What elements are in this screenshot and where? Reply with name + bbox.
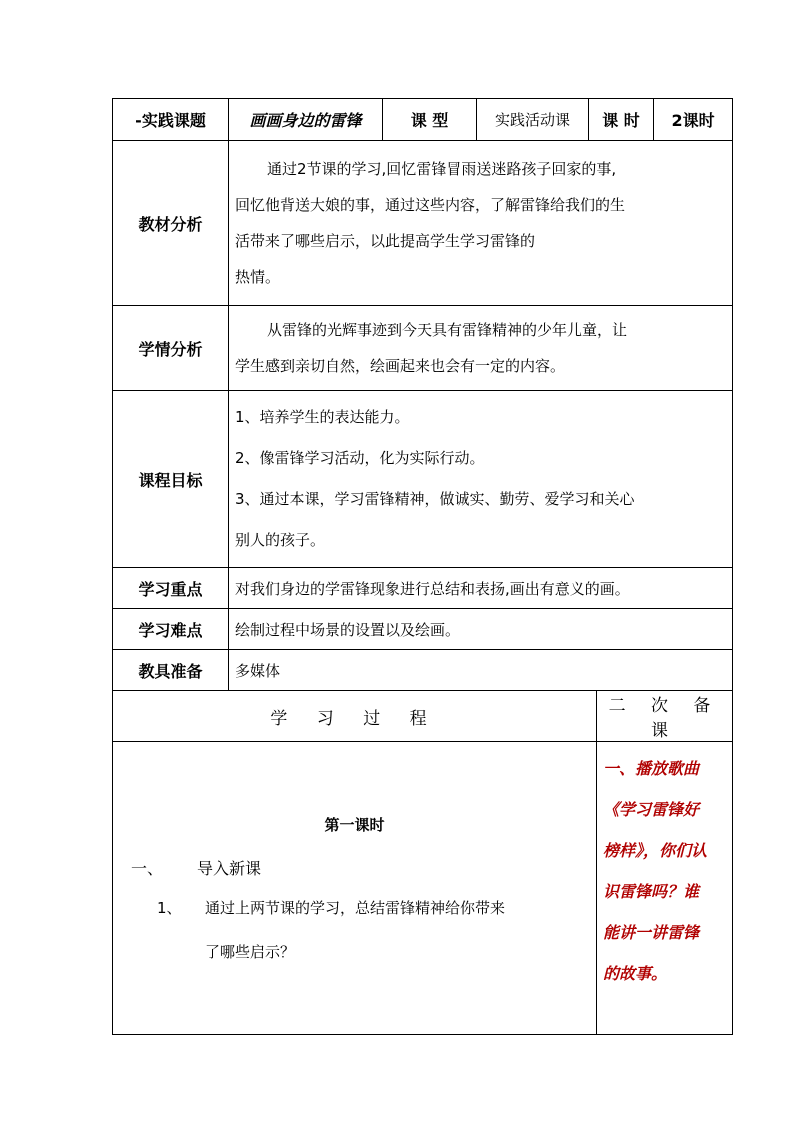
second-prep-content	[597, 742, 733, 1035]
process-content	[113, 742, 597, 1035]
students-content	[229, 306, 733, 391]
students-line: 学生感到亲切自然，绘画起来也会有一定的内容。	[235, 357, 566, 375]
goals-label: 课程目标	[113, 391, 229, 568]
key-label: 学习重点	[113, 568, 229, 609]
topic-label: -实践课题	[113, 99, 229, 141]
second-prep-line: 榜样》，你们认	[603, 841, 708, 860]
goals-line: 1、培养学生的表达能力。	[235, 408, 410, 426]
list-item	[157, 897, 505, 918]
second-prep-heading: 二 次 备 课	[597, 691, 733, 742]
item-number: 1、	[157, 899, 182, 917]
hours-value: 2课时	[654, 99, 733, 141]
students-label: 学情分析	[113, 306, 229, 391]
tools-row	[113, 650, 733, 691]
students-row	[113, 306, 733, 391]
section-heading	[131, 856, 261, 879]
lesson-plan-table	[112, 98, 733, 1035]
section-title: 导入新课	[197, 859, 262, 878]
type-label: 课 型	[383, 99, 477, 141]
topic-value: 画画身边的雷锋	[229, 99, 383, 141]
goals-line: 3、通过本课，学习雷锋精神，做诚实、勤劳、爱学习和关心	[235, 490, 635, 508]
item-text-continued: 了哪些启示？	[205, 943, 296, 961]
type-value: 实践活动课	[477, 99, 589, 141]
second-prep-line: 的故事。	[603, 964, 668, 983]
students-line: 从雷锋的光辉事迹到今天具有雷锋精神的少年儿童，让	[267, 321, 628, 339]
material-label: 教材分析	[113, 141, 229, 306]
goals-line: 2、像雷锋学习活动，化为实际行动。	[235, 449, 485, 467]
lesson-title: 第一课时	[324, 816, 385, 834]
difficulty-content: 绘制过程中场景的设置以及绘画。	[229, 609, 733, 650]
process-content-row	[113, 742, 733, 1035]
goals-row	[113, 391, 733, 568]
material-line: 回忆他背送大娘的事，通过这些内容，了解雷锋给我们的生	[235, 196, 626, 214]
key-content: 对我们身边的学雷锋现象进行总结和表扬,画出有意义的画。	[229, 568, 733, 609]
difficulty-row	[113, 609, 733, 650]
process-header-row	[113, 691, 733, 742]
section-number: 一、	[131, 859, 164, 878]
process-heading: 学 习 过 程	[113, 691, 597, 742]
header-row	[113, 99, 733, 141]
tools-label: 教具准备	[113, 650, 229, 691]
material-line: 通过2节课的学习,回忆雷锋冒雨送迷路孩子回家的事,	[267, 160, 617, 178]
second-prep-line: 能讲一讲雷锋	[603, 923, 700, 942]
goals-line: 别人的孩子。	[235, 531, 326, 549]
second-prep-line: 一、播放歌曲	[603, 759, 700, 778]
item-text: 通过上两节课的学习，总结雷锋精神给你带来	[205, 899, 506, 917]
hours-label: 课 时	[589, 99, 654, 141]
key-row	[113, 568, 733, 609]
second-prep-line: 识雷锋吗？谁	[603, 882, 700, 901]
goals-content	[229, 391, 733, 568]
material-row	[113, 141, 733, 306]
material-line: 活带来了哪些启示，以此提高学生学习雷锋的	[235, 232, 536, 250]
tools-content: 多媒体	[229, 650, 733, 691]
material-line: 热情。	[235, 268, 281, 286]
difficulty-label: 学习难点	[113, 609, 229, 650]
second-prep-line: 《学习雷锋好	[603, 800, 700, 819]
material-content	[229, 141, 733, 306]
